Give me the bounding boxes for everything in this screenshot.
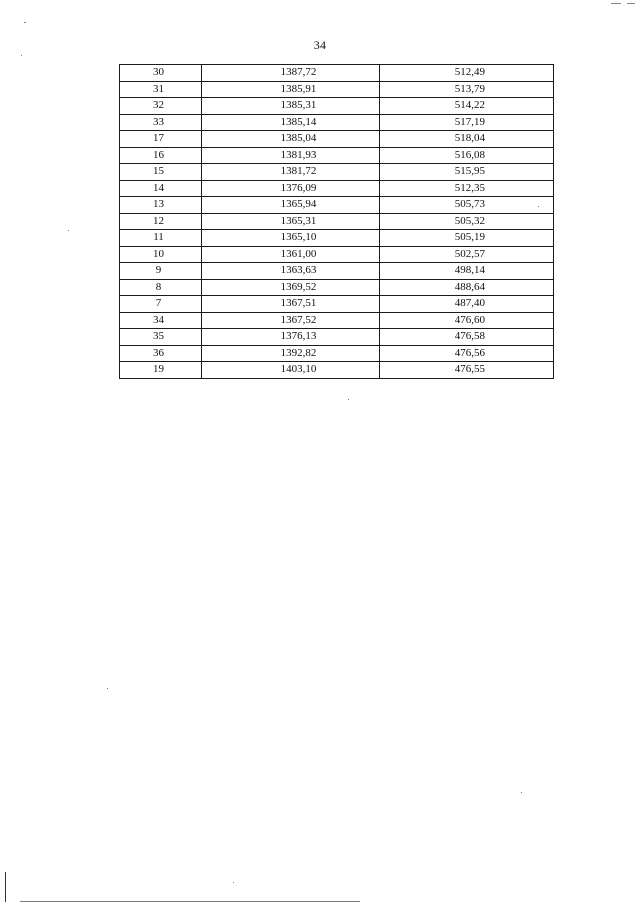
- table-row: [120, 197, 554, 214]
- point-number-cell: 9: [120, 263, 202, 280]
- point-number-cell: 33: [120, 114, 202, 131]
- y-coordinate-cell: 512,49: [380, 65, 554, 82]
- x-coordinate-cell: 1365,31: [202, 213, 380, 230]
- y-coordinate-cell: 476,55: [380, 362, 554, 379]
- x-coordinate-cell: 1367,51: [202, 296, 380, 313]
- point-number-cell: 7: [120, 296, 202, 313]
- point-number-cell: 15: [120, 164, 202, 181]
- table-row: [120, 329, 554, 346]
- x-coordinate-cell: 1385,14: [202, 114, 380, 131]
- table-row: [120, 164, 554, 181]
- y-coordinate-cell: 505,19: [380, 230, 554, 247]
- x-coordinate-cell: 1365,94: [202, 197, 380, 214]
- point-number-cell: 10: [120, 246, 202, 263]
- y-coordinate-cell: 502,57: [380, 246, 554, 263]
- y-coordinate-cell: 514,22: [380, 98, 554, 115]
- x-coordinate-cell: 1385,04: [202, 131, 380, 148]
- point-number-cell: 8: [120, 279, 202, 296]
- point-number-cell: 35: [120, 329, 202, 346]
- page-number: 34: [313, 38, 327, 52]
- y-coordinate-cell: 515,95: [380, 164, 554, 181]
- x-coordinate-cell: 1385,31: [202, 98, 380, 115]
- scan-bottom-mark: [20, 901, 360, 902]
- table-row: [120, 213, 554, 230]
- x-coordinate-cell: 1381,72: [202, 164, 380, 181]
- point-number-cell: 19: [120, 362, 202, 379]
- y-coordinate-cell: 487,40: [380, 296, 554, 313]
- point-number-cell: 16: [120, 147, 202, 164]
- x-coordinate-cell: 1381,93: [202, 147, 380, 164]
- y-coordinate-cell: 516,08: [380, 147, 554, 164]
- x-coordinate-cell: 1363,63: [202, 263, 380, 280]
- point-number-cell: 32: [120, 98, 202, 115]
- x-coordinate-cell: 1361,00: [202, 246, 380, 263]
- y-coordinate-cell: 488,64: [380, 279, 554, 296]
- table-row: [120, 65, 554, 82]
- table-row: [120, 230, 554, 247]
- table-row: [120, 131, 554, 148]
- x-coordinate-cell: 1385,91: [202, 81, 380, 98]
- point-number-cell: 17: [120, 131, 202, 148]
- y-coordinate-cell: 518,04: [380, 131, 554, 148]
- scan-speck: [348, 399, 349, 400]
- y-coordinate-cell: 512,35: [380, 180, 554, 197]
- y-coordinate-cell: 513,79: [380, 81, 554, 98]
- scan-speck: [611, 3, 621, 4]
- x-coordinate-cell: 1376,09: [202, 180, 380, 197]
- x-coordinate-cell: 1369,52: [202, 279, 380, 296]
- x-coordinate-cell: 1376,13: [202, 329, 380, 346]
- x-coordinate-cell: 1403,10: [202, 362, 380, 379]
- point-number-cell: 12: [120, 213, 202, 230]
- scan-speck: [21, 55, 22, 56]
- scan-speck: [627, 3, 635, 4]
- scan-speck: [521, 792, 522, 793]
- table-row: [120, 296, 554, 313]
- table-row: [120, 345, 554, 362]
- y-coordinate-cell: 476,58: [380, 329, 554, 346]
- table-row: [120, 279, 554, 296]
- coordinates-table-body: [120, 65, 554, 379]
- x-coordinate-cell: 1387,72: [202, 65, 380, 82]
- point-number-cell: 31: [120, 81, 202, 98]
- point-number-cell: 34: [120, 312, 202, 329]
- table-row: [120, 180, 554, 197]
- scan-speck: [233, 882, 234, 883]
- y-coordinate-cell: 505,73: [380, 197, 554, 214]
- y-coordinate-cell: 505,32: [380, 213, 554, 230]
- y-coordinate-cell: 498,14: [380, 263, 554, 280]
- y-coordinate-cell: 476,56: [380, 345, 554, 362]
- x-coordinate-cell: 1392,82: [202, 345, 380, 362]
- table-row: [120, 114, 554, 131]
- scan-speck: [24, 22, 26, 23]
- table-row: [120, 246, 554, 263]
- coordinates-table: [119, 64, 554, 379]
- scan-speck: [68, 230, 69, 231]
- table-row: [120, 362, 554, 379]
- x-coordinate-cell: 1365,10: [202, 230, 380, 247]
- table-row: [120, 81, 554, 98]
- table-row: [120, 263, 554, 280]
- table-row: [120, 312, 554, 329]
- y-coordinate-cell: 476,60: [380, 312, 554, 329]
- scan-edge-mark: [5, 872, 6, 902]
- y-coordinate-cell: 517,19: [380, 114, 554, 131]
- x-coordinate-cell: 1367,52: [202, 312, 380, 329]
- point-number-cell: 36: [120, 345, 202, 362]
- point-number-cell: 11: [120, 230, 202, 247]
- table-row: [120, 147, 554, 164]
- point-number-cell: 13: [120, 197, 202, 214]
- point-number-cell: 14: [120, 180, 202, 197]
- point-number-cell: 30: [120, 65, 202, 82]
- scan-speck: [107, 688, 108, 689]
- scan-speck: [538, 206, 539, 207]
- table-row: [120, 98, 554, 115]
